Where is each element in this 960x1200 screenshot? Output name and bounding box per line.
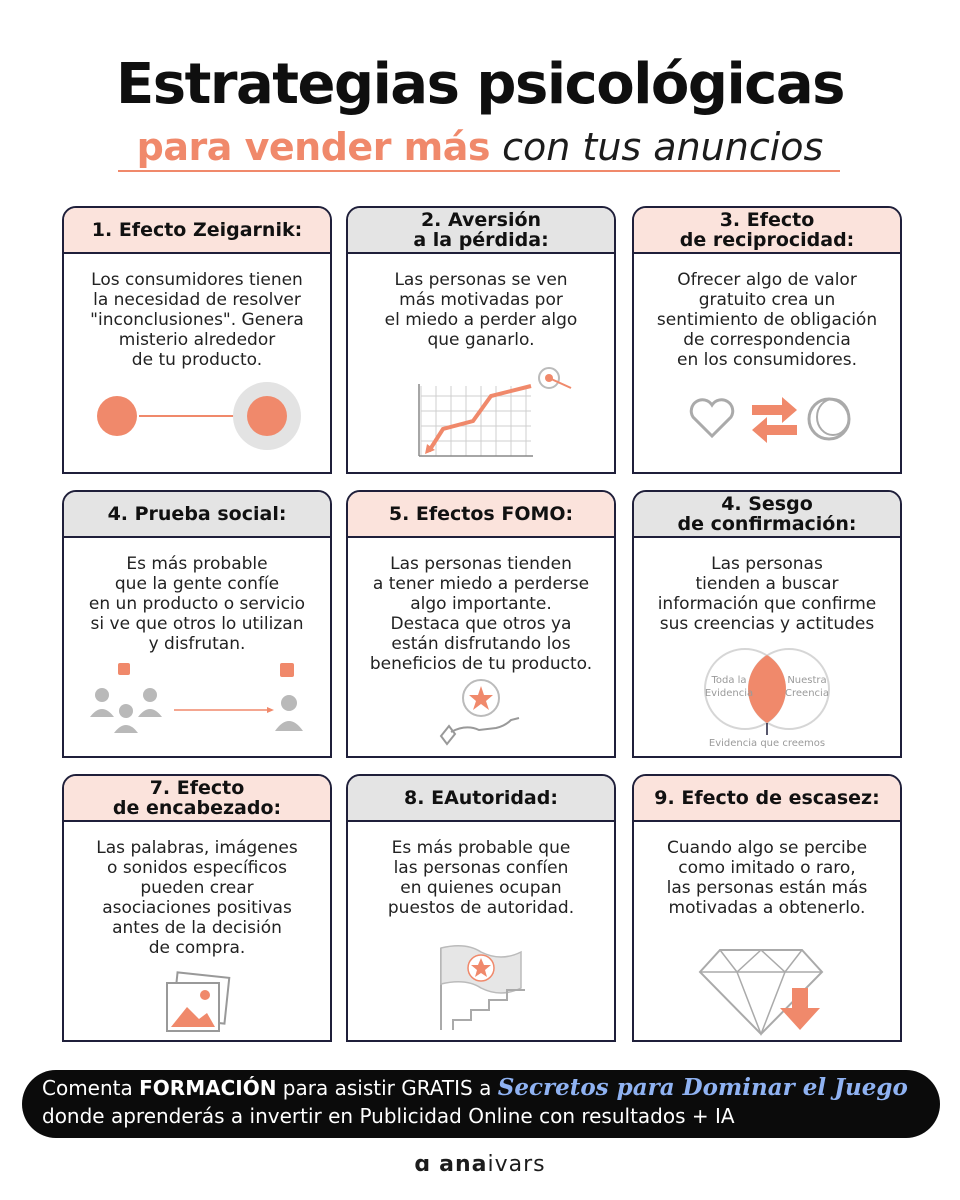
card-title: 9. Efecto de escasez: bbox=[634, 776, 900, 822]
brand-name-bold: ana bbox=[439, 1152, 488, 1177]
card-title: 4. Prueba social: bbox=[64, 492, 330, 538]
cta-banner bbox=[22, 1070, 940, 1138]
brand-mark-icon: ɑ bbox=[414, 1152, 432, 1177]
cta-text-1: Comenta bbox=[42, 1076, 140, 1100]
brand-name-rest: ivars bbox=[487, 1152, 546, 1177]
venn-right-label-2: Creencia bbox=[785, 688, 829, 699]
card-autoridad bbox=[346, 774, 616, 1042]
venn-right-label-1: Nuestra bbox=[787, 675, 827, 686]
cta-course-name: Secretos para Dominar el Juego bbox=[497, 1074, 908, 1101]
chart-target-icon bbox=[348, 364, 614, 468]
card-escasez bbox=[632, 774, 902, 1042]
card-zeigarnik bbox=[62, 206, 332, 474]
card-title: 8. EAutoridad: bbox=[348, 776, 614, 822]
card-title: 2. Aversión a la pérdida: bbox=[348, 208, 614, 254]
card-body: Las palabras, imágenes o sonidos específicos pueden crear asociaciones positivas antes de la decisión de compra. bbox=[96, 838, 298, 958]
card-prueba-social bbox=[62, 490, 332, 758]
diamond-down-icon bbox=[634, 942, 900, 1038]
card-body: Es más probable que la gente confíe en un producto o servicio si ve que otros lo utilizan y disfrutan. bbox=[88, 554, 306, 654]
circle-arrow-circle-icon bbox=[64, 368, 330, 464]
card-body: Ofrecer algo de valor gratuito crea un sentimiento de obligación de correspondencia en los consumidores. bbox=[656, 270, 878, 370]
subtitle-accent: para vender más bbox=[136, 125, 491, 169]
venn-left-label-1: Toda la bbox=[711, 675, 747, 686]
card-body: Las personas se ven más motivadas por el miedo a perder algo que ganarlo. bbox=[384, 270, 578, 350]
card-sesgo bbox=[632, 490, 902, 758]
card-title: 4. Sesgo de confirmación: bbox=[634, 492, 900, 538]
card-title: 1. Efecto Zeigarnik: bbox=[64, 208, 330, 254]
card-reciprocidad bbox=[632, 206, 902, 474]
brand-logo bbox=[0, 1152, 960, 1177]
venn-diagram-icon bbox=[634, 640, 900, 750]
card-body: Es más probable que las personas confíen en quienes ocupan puestos de autoridad. bbox=[387, 838, 575, 918]
card-body: Las personas tienden a tener miedo a perderse algo importante. Destaca que otros ya están disfrutando los beneficios de tu producto. bbox=[369, 554, 593, 674]
card-body: Los consumidores tienen la necesidad de resolver "inconclusiones". Genera misterio alrededor de tu producto. bbox=[90, 270, 304, 370]
hand-star-icon bbox=[348, 672, 614, 752]
flag-stairs-icon bbox=[348, 936, 614, 1036]
page-subtitle bbox=[0, 124, 960, 170]
card-aversion bbox=[346, 206, 616, 474]
card-title: 5. Efectos FOMO: bbox=[348, 492, 614, 538]
card-body: Cuando algo se percibe como imitado o raro, las personas están más motivadas a obtenerlo. bbox=[666, 838, 868, 918]
cta-text-2: para asistir GRATIS a bbox=[276, 1076, 498, 1100]
subtitle-underline bbox=[118, 170, 840, 172]
image-stack-icon bbox=[64, 968, 330, 1038]
card-body: Las personas tienden a buscar información que confirme sus creencias y actitudes bbox=[657, 554, 877, 634]
card-title: 7. Efecto de encabezado: bbox=[64, 776, 330, 822]
cta-text-3: donde aprenderás a invertir en Publicidad Online con resultados + IA bbox=[42, 1104, 735, 1128]
venn-left-label-2: Evidencia bbox=[704, 688, 754, 699]
cta-keyword: FORMACIÓN bbox=[139, 1076, 277, 1100]
page-title: Estrategias psicológicas bbox=[116, 52, 844, 117]
group-likes-icon bbox=[64, 652, 330, 748]
card-fomo bbox=[346, 490, 616, 758]
card-encabezado bbox=[62, 774, 332, 1042]
heart-exchange-coin-icon bbox=[634, 368, 900, 464]
venn-bottom-label: Evidencia que creemos bbox=[708, 738, 826, 749]
card-title: 3. Efecto de reciprocidad: bbox=[634, 208, 900, 254]
subtitle-rest: con tus anuncios bbox=[502, 125, 824, 169]
